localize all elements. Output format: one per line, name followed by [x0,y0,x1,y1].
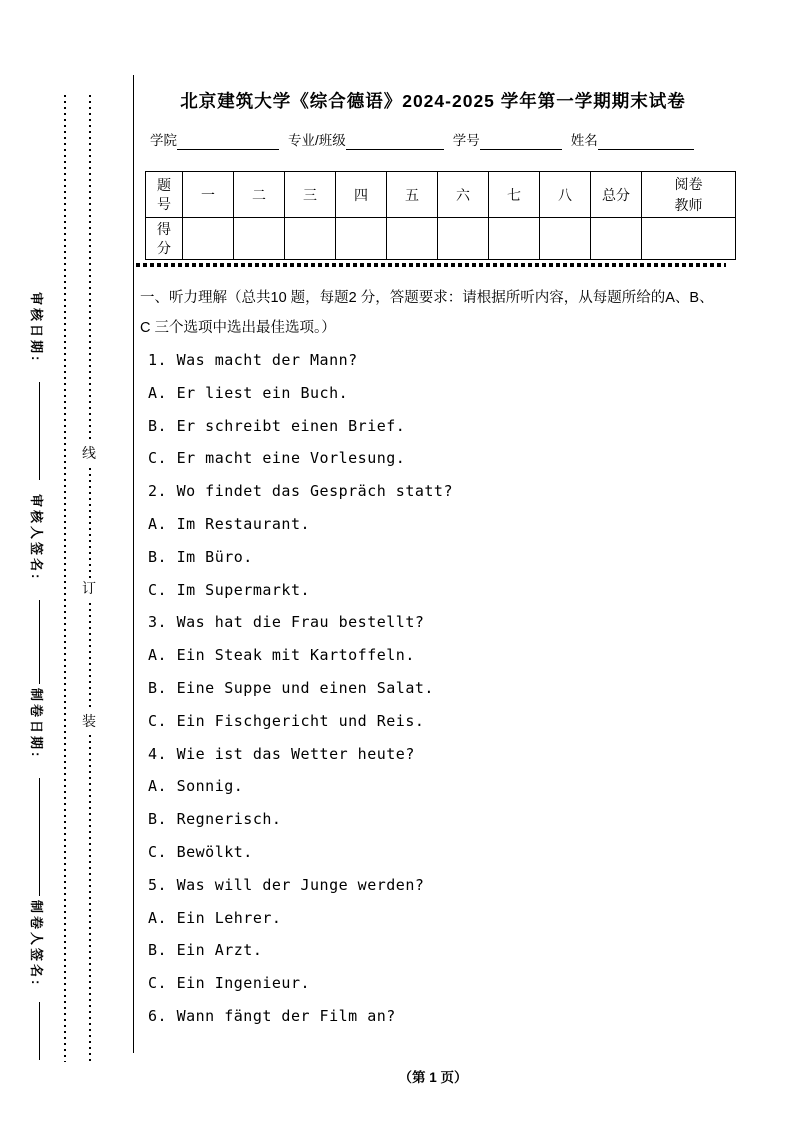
question-line: 3. Was hat die Frau bestellt? [148,613,425,632]
section-heading-listening: 一、听力理解（总共10 题，每题2 分，答题要求：请根据所听内容，从每题所给的A、B、C 三个选项中选出最佳选项。） [140,290,714,336]
field-student-id-blank [480,133,562,150]
field-college-blank [177,133,279,150]
score-table-col: 八 [540,172,591,218]
dotted-separator [136,263,726,267]
score-cell-empty [285,218,336,260]
score-cell-empty [438,218,489,260]
question-line: 2. Wo findet das Gespräch statt? [148,482,453,501]
score-cell-empty [387,218,438,260]
field-major-class-blank [346,133,444,150]
question-line: 5. Was will der Junge werden? [148,875,425,894]
option-line: C. Bewölkt. [148,842,253,861]
seal-blank-line [39,1002,40,1060]
seal-label-paper-maker-signature: 制卷人签名: [29,900,44,988]
seal-label-review-date: 审核日期: [29,292,44,364]
seal-blank-line [39,600,40,684]
score-table-corner-cell: 题号 [146,172,183,218]
field-name-blank [598,133,694,150]
option-line: B. Er schreibt einen Brief. [148,416,406,435]
field-name [571,129,694,150]
option-line: A. Er liest ein Buch. [148,383,349,402]
score-table-col: 五 [387,172,438,218]
option-line: C. Ein Ingenieur. [148,974,311,993]
field-name-label: 姓名 [570,133,598,148]
seal-label-reviewer-signature: 审核人签名: [29,494,44,582]
binding-char-xian: 线 [82,445,96,461]
question-line: 6. Wann fängt der Film an? [148,1006,396,1025]
field-college [150,129,279,150]
field-major-class [288,129,444,150]
score-cell-empty [591,218,642,260]
score-cell-empty [336,218,387,260]
binding-char-zhuang: 装 [82,713,96,729]
score-cell-empty [642,218,736,260]
seal-label-paper-date: 制卷日期: [29,688,44,760]
binding-dotted-line [89,468,91,578]
score-table-col: 六 [438,172,489,218]
student-info-line [150,129,725,150]
field-student-id-label: 学号 [452,133,480,148]
binding-dotted-line [89,603,91,711]
field-student-id [453,129,562,150]
option-line: A. Ein Steak mit Kartoffeln. [148,646,415,665]
seal-blank-line [39,382,40,480]
option-line: B. Ein Arzt. [148,941,263,960]
page-number: （第 1 页） [398,1070,468,1085]
score-table-col: 七 [489,172,540,218]
seal-blank-line [39,778,40,896]
field-major-class-label: 专业/班级 [288,133,346,148]
option-line: B. Regnerisch. [148,810,282,829]
score-table-col: 一 [183,172,234,218]
field-college-label: 学院 [150,133,177,148]
score-cell-empty [489,218,540,260]
binding-dotted-line [89,95,91,443]
score-table-header-row [146,172,736,218]
score-table [145,171,736,260]
sheet-left-border [133,75,134,1053]
score-cell-empty [540,218,591,260]
option-line: C. Im Supermarkt. [148,580,311,599]
score-table-col-total: 总分 [591,172,642,218]
score-table-score-row [146,218,736,260]
score-table-col: 二 [234,172,285,218]
option-line: A. Ein Lehrer. [148,908,282,927]
option-line: A. Im Restaurant. [148,514,311,533]
score-row-label-cell: 得分 [146,218,183,260]
question-line: 1. Was macht der Mann? [148,351,358,369]
option-line: A. Sonnig. [148,777,244,796]
question-line: 4. Wie ist das Wetter heute? [148,744,415,763]
exam-title: 北京建筑大学《综合德语》2024-2025 学年第一学期期末试卷 [180,91,686,111]
option-line: B. Im Büro. [148,547,253,566]
listening-questions [148,344,728,1033]
score-cell-empty [183,218,234,260]
option-line: B. Eine Suppe und einen Salat. [148,678,434,697]
option-line: C. Ein Fischgericht und Reis. [148,711,425,730]
dotted-fold-line [64,95,66,1062]
score-table-col: 三 [285,172,336,218]
score-table-grader-cell: 阅卷教师 [642,172,736,218]
binding-dotted-line [89,735,91,1062]
score-table-col: 四 [336,172,387,218]
binding-char-ding: 订 [82,580,96,596]
option-line: C. Er macht eine Vorlesung. [148,449,406,468]
score-cell-empty [234,218,285,260]
